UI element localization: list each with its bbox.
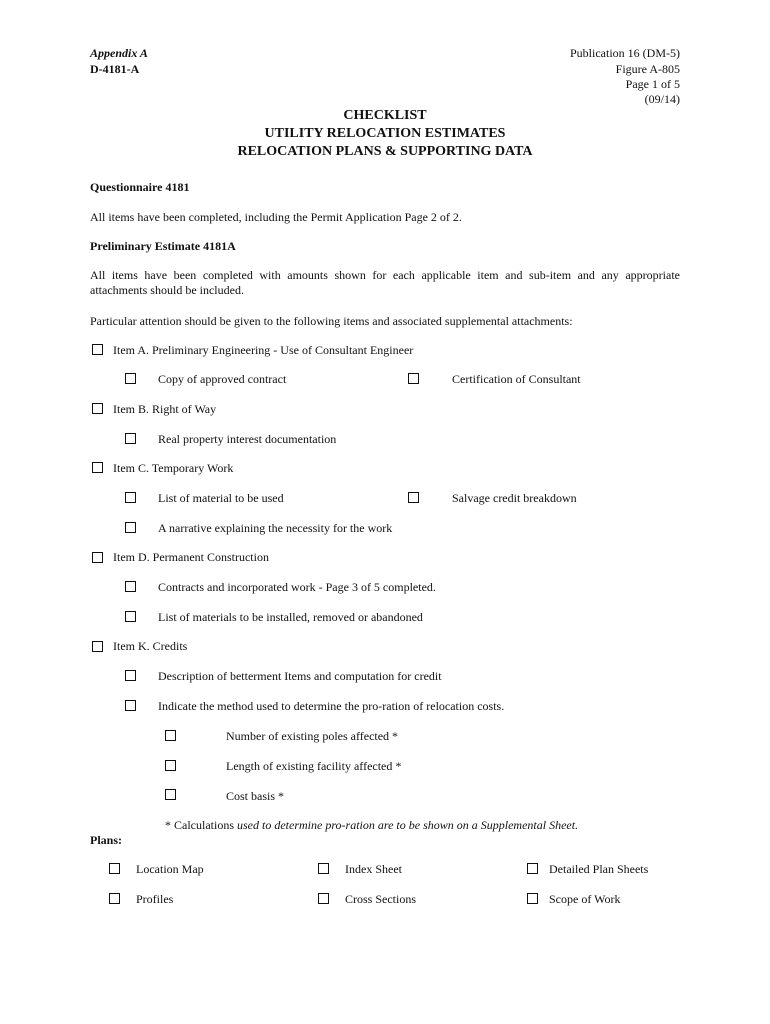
- item-b-label: Item B. Right of Way: [113, 402, 217, 416]
- detailed-plan-sheets-label: Detailed Plan Sheets: [549, 862, 649, 876]
- title-relocation: RELOCATION PLANS & SUPPORTING DATA: [237, 144, 533, 159]
- betterment-label: Description of betterment Items and computation for credit: [158, 669, 442, 683]
- proration-method-label: Indicate the method used to determine the pro-ration of relocation costs.: [158, 699, 505, 713]
- checkbox-location-map[interactable]: [109, 863, 120, 874]
- checkbox-contracts[interactable]: [125, 581, 136, 592]
- checkbox-item-c[interactable]: [92, 462, 103, 473]
- checkbox-item-b[interactable]: [92, 403, 103, 414]
- checkbox-proration-method[interactable]: [125, 700, 136, 711]
- scope-of-work-label: Scope of Work: [549, 892, 621, 906]
- checkbox-item-a[interactable]: [92, 344, 103, 355]
- item-c-label: Item C. Temporary Work: [113, 461, 234, 475]
- form-id: D-4181-A: [90, 62, 140, 76]
- materials-installed-label: List of materials to be installed, removed or abandoned: [158, 610, 423, 624]
- note-star: * Calculations: [165, 818, 237, 832]
- checkbox-profiles[interactable]: [109, 893, 120, 904]
- item-a-label: Item A. Preliminary Engineering - Use of Consultant Engineer: [113, 343, 414, 357]
- checkbox-poles[interactable]: [165, 730, 176, 741]
- note-text: used to determine pro-ration are to be shown on a Supplemental Sheet.: [237, 818, 579, 832]
- calculations-note: [165, 818, 578, 833]
- checkbox-cost-basis[interactable]: [165, 789, 176, 800]
- poles-label: Number of existing poles affected *: [226, 729, 399, 743]
- checkbox-length[interactable]: [165, 760, 176, 771]
- checkbox-narrative[interactable]: [125, 522, 136, 533]
- checkbox-real-property[interactable]: [125, 433, 136, 444]
- checkbox-copy-contract[interactable]: [125, 373, 136, 384]
- attention-text: Particular attention should be given to the following items and associated supplemental attachments:: [90, 314, 573, 328]
- figure-label: Figure A-805: [615, 62, 680, 76]
- location-map-label: Location Map: [136, 862, 204, 876]
- cost-basis-label: Cost basis *: [226, 789, 285, 803]
- checkbox-salvage[interactable]: [408, 492, 419, 503]
- questionnaire-heading: Questionnaire 4181: [90, 180, 190, 194]
- index-sheet-label: Index Sheet: [345, 862, 402, 876]
- cross-sections-label: Cross Sections: [345, 892, 417, 906]
- narrative-label: A narrative explaining the necessity for the work: [158, 521, 393, 535]
- checkbox-betterment[interactable]: [125, 670, 136, 681]
- checkbox-index-sheet[interactable]: [318, 863, 329, 874]
- title-checklist: CHECKLIST: [343, 108, 427, 123]
- checkbox-item-k[interactable]: [92, 641, 103, 652]
- item-d-label: Item D. Permanent Construction: [113, 550, 269, 564]
- item-k-label: Item K. Credits: [113, 639, 188, 653]
- checkbox-certification[interactable]: [408, 373, 419, 384]
- copy-contract-label: Copy of approved contract: [158, 372, 287, 386]
- material-list-label: List of material to be used: [158, 491, 284, 505]
- checkbox-material-list[interactable]: [125, 492, 136, 503]
- checkbox-cross-sections[interactable]: [318, 893, 329, 904]
- checkbox-materials-installed[interactable]: [125, 611, 136, 622]
- length-label: Length of existing facility affected *: [226, 759, 402, 773]
- preliminary-heading: Preliminary Estimate 4181A: [90, 239, 236, 253]
- questionnaire-text: All items have been completed, including the Permit Application Page 2 of 2.: [90, 210, 462, 224]
- preliminary-text: All items have been completed with amounts shown for each applicable item and sub-item and any appropriate attachments should be included.: [90, 268, 680, 297]
- checkbox-scope-of-work[interactable]: [527, 893, 538, 904]
- title-utility: UTILITY RELOCATION ESTIMATES: [264, 126, 506, 141]
- profiles-label: Profiles: [136, 892, 174, 906]
- contracts-label: Contracts and incorporated work - Page 3 of 5 completed.: [158, 580, 436, 594]
- checkbox-detailed-plan-sheets[interactable]: [527, 863, 538, 874]
- plans-heading: Plans:: [90, 833, 123, 847]
- page-number: Page 1 of 5: [625, 77, 680, 91]
- checkbox-item-d[interactable]: [92, 552, 103, 563]
- salvage-label: Salvage credit breakdown: [452, 491, 577, 505]
- certification-label: Certification of Consultant: [452, 372, 581, 386]
- real-property-label: Real property interest documentation: [158, 432, 337, 446]
- appendix-label: Appendix A: [90, 46, 148, 60]
- revision-date: (09/14): [644, 92, 680, 106]
- publication-label: Publication 16 (DM-5): [570, 46, 680, 60]
